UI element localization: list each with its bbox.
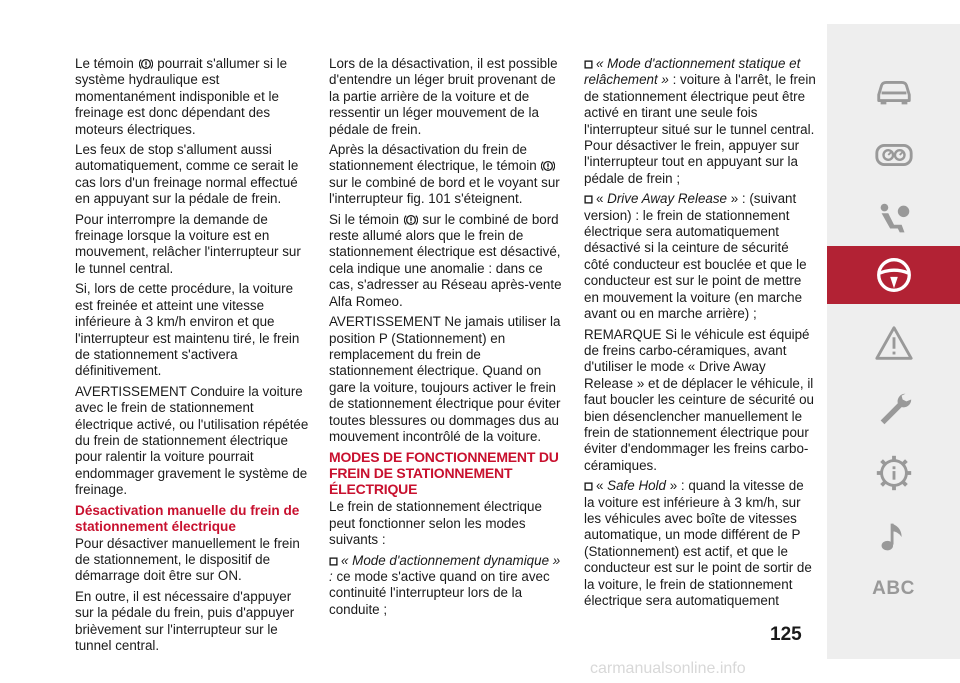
nav-item-multimedia[interactable] [827, 508, 960, 566]
checkbox-bullet-icon [584, 60, 593, 69]
paragraph: Pour désactiver manuellement le frein de stationnement, le dispositif de démarrage doit être sur ON. [75, 535, 300, 584]
bullet-item: « Drive Away Release » : (suivant version) : le frein de stationnement électrique sera automatiquement désactivé si la ceinture de sécurité côté conducteur est bouclée et que le conducteur est sur le point de mettre en mouvement la voiture (en marche avant ou en marche arrière) ; [584, 191, 807, 322]
music-icon [873, 516, 915, 558]
seat-safety-icon [873, 198, 915, 240]
dashboard-icon [873, 134, 915, 176]
paragraph: Lors de la désactivation, il est possible d'entendre un léger bruit provenant de la partie arrière de la voiture et de ressentir un léger mouvement de la pédale de frein. [329, 56, 558, 137]
nav-item-safety[interactable] [827, 190, 960, 248]
warning-paragraph: AVERTISSEMENT Ne jamais utiliser la position P (Stationnement) en remplacement du frein de stationnement électrique. Quand on gare la voiture, toujours activer le frein de stationnement électrique pour éviter toutes blessures ou dommages dus au mouvement incontrôlé de la voiture. [329, 314, 561, 444]
wrench-icon [873, 388, 915, 430]
paragraph: Le frein de stationnement électrique peut fonctionner selon les modes suivants : [329, 499, 542, 548]
warning-paragraph: AVERTISSEMENT Conduire la voiture avec le frein de stationnement électrique activé, ou l'utilisation répétée du frein de stationnement électrique pour ralentir la voiture pourrait endommager gravement le système de freinage. [75, 383, 309, 498]
text-column-2 [329, 56, 563, 622]
nav-item-technical[interactable] [827, 444, 960, 502]
checkbox-bullet-icon [584, 195, 593, 204]
paragraph: Les feux de stop s'allument aussi automatiquement, comme ce serait le cas lors d'un freinage normal effectué en appuyant sur la pédale de frein. [75, 142, 299, 207]
paragraph: Le témoin pourrait s'allumer si le système hydraulique est momentanément indisponible et le freinage est donc dépendant des moteurs électriques. [75, 56, 288, 137]
steering-wheel-icon [873, 254, 915, 296]
abc-icon: ABC [872, 578, 915, 599]
paragraph: Pour interrompre la demande de freinage lorsque la voiture est en mouvement, relâcher l'interrupteur sur le tunnel central. [75, 211, 301, 276]
nav-item-index[interactable] [827, 560, 960, 618]
warning-icon [873, 322, 915, 364]
checkbox-bullet-icon [584, 482, 593, 491]
nav-item-car[interactable] [827, 62, 960, 120]
brake-warning-icon [541, 159, 555, 173]
nav-item-dashboard[interactable] [827, 126, 960, 184]
text-column-3 [584, 56, 816, 613]
paragraph: Si le témoin sur le combiné de bord reste allumé alors que le frein de stationnement électrique est désactivé, cela indique une anomalie : dans ce cas, s'adresser au Réseau après-vente Alfa Romeo. [329, 211, 562, 309]
watermark: carmanualsonline.info [590, 660, 746, 677]
nav-item-warnings[interactable] [827, 314, 960, 372]
bullet-item: « Safe Hold » : quand la vitesse de la voiture est inférieure à 3 km/h, sur les véhicules avec boîte de vitesses automatique, un mode différent de P (Stationnement) est actif, et que le conducteur est sur le point de sortir de la voiture, le frein de stationnement électrique sera automatiquement [584, 478, 812, 608]
text-column-1 [75, 56, 310, 658]
paragraph: Si, lors de cette procédure, la voiture est freinée et atteint une vitesse inférieure à 3 km/h environ et que l'interrupteur est maintenu tiré, le frein de stationnement s'activera définitivement. [75, 281, 300, 379]
car-icon [873, 70, 915, 112]
gear-info-icon [873, 452, 915, 494]
section-heading: MODES DE FONCTIONNEMENT DU FREIN DE STATIONNEMENT ÉLECTRIQUE [329, 449, 559, 498]
paragraph: En outre, il est nécessaire d'appuyer sur la pédale du frein, puis d'appuyer brièvement sur l'interrupteur sur le tunnel central. [75, 588, 295, 653]
brake-warning-icon [404, 213, 418, 227]
paragraph: Après la désactivation du frein de stationnement électrique, le témoin sur le combiné de bord et le voyant sur l'interrupteur fig. 101 s'éteignent. [329, 142, 560, 207]
checkbox-bullet-icon [329, 557, 338, 566]
bullet-item: « Mode d'actionnement statique et relâchement » : voiture à l'arrêt, le frein de stationnement électrique peut être activé en tirant une seule fois l'interrupteur situé sur le tunnel central. Pour désactiver le frein, appuyer sur l'interrupteur tout en appuyant sur la pédale de frein ; [584, 56, 816, 186]
section-subheading: Désactivation manuelle du frein de stationnement électrique [75, 502, 300, 534]
nav-item-maintenance[interactable] [827, 380, 960, 438]
nav-item-driving[interactable] [827, 246, 960, 304]
brake-warning-icon [139, 57, 153, 71]
bullet-item: « Mode d'actionnement dynamique » : ce mode s'active quand on tire avec continuité l'interrupteur lors de la conduite ; [329, 552, 561, 617]
chapter-sidebar [827, 24, 960, 659]
page-number: 125 [770, 624, 802, 645]
note-paragraph: REMARQUE Si le véhicule est équipé de freins carbo-céramiques, avant d'utiliser le mode « Drive Away Release » et de déplacer le véhicule, il faut boucler les ceinture de sécurité ou bien désenclencher manuellement le frein de stationnement électrique pour éviter d'endommager les freins carbo-céramiques. [584, 326, 815, 473]
